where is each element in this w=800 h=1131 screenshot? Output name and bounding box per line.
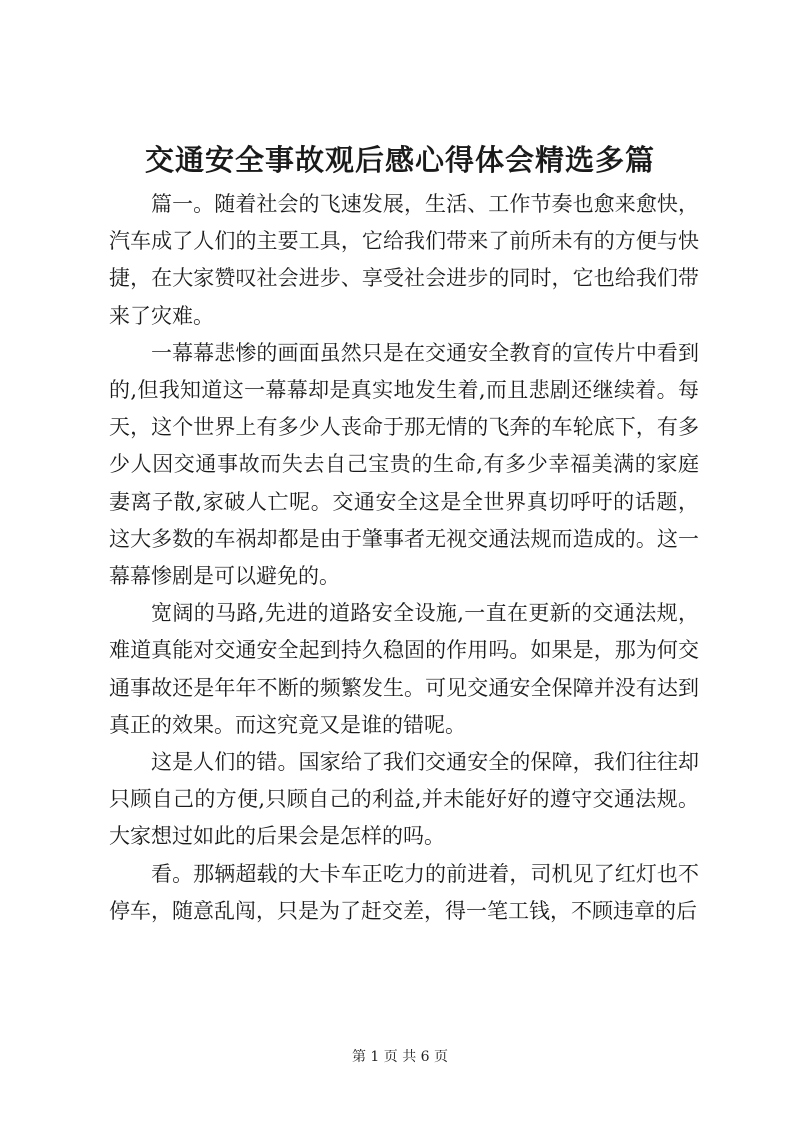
document-title: 交通安全事故观后感心得体会精选多篇 <box>144 143 655 177</box>
paragraph: 宽阔的马路,先进的道路安全设施,一直在更新的交通法规，难道真能对交通安全起到持久稳固的作用吗。如果是，那为何交通事故还是年年不断的频繁发生。可见交通安全保障并没有达到真正的效果。而这究竟又是谁的错呢。 <box>109 601 699 737</box>
document-body <box>109 186 699 930</box>
paragraph: 这是人们的错。国家给了我们交通安全的保障，我们往往却只顾自己的方便,只顾自己的利益,并未能好好的遵守交通法规。大家想过如此的后果会是怎样的吗。 <box>109 750 699 849</box>
paragraph: 篇一。随着社会的飞速发展，生活、工作节奏也愈来愈快，汽车成了人们的主要工具，它给我们带来了前所未有的方便与快捷，在大家赞叹社会进步、享受社会进步的同时，它也给我们带来了灾难。 <box>109 192 699 328</box>
paragraph: 一幕幕悲惨的画面虽然只是在交通安全教育的宣传片中看到的,但我知道这一幕幕却是真实地发生着,而且悲剧还继续着。每天，这个世界上有多少人丧命于那无情的飞奔的车轮底下，有多少人因交通事故而失去自己宝贵的生命,有多少幸福美满的家庭妻离子散,家破人亡呢。交通安全这是全世界真切呼吁的话题，这大多数的车祸却都是由于肇事者无视交通法规而造成的。这一幕幕惨剧是可以避免的。 <box>109 340 699 589</box>
page-footer: 第 1 页 共 6 页 <box>351 1049 449 1065</box>
paragraph: 看。那辆超载的大卡车正吃力的前进着，司机见了红灯也不停车，随意乱闯，只是为了赶交差，得一笔工钱，不顾违章的后 <box>109 861 699 923</box>
